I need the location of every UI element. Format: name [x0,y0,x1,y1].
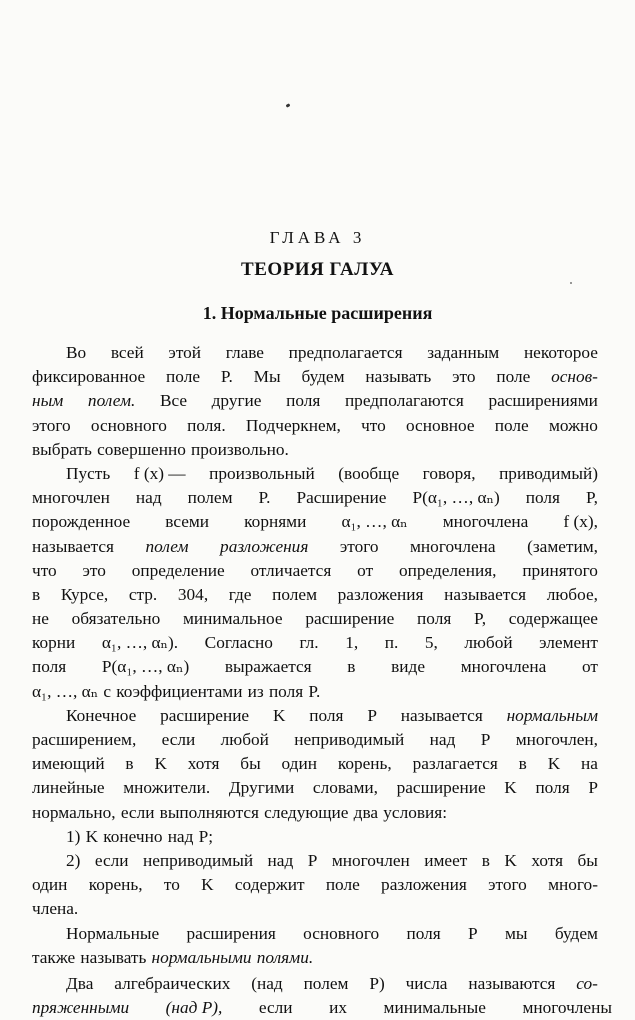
word: P(α₁, …, αₙ) [412,488,500,508]
word: много- [548,875,598,895]
paragraph [32,341,598,462]
word: поле [166,367,201,387]
word: нормально, [32,802,116,822]
word: 304, [177,584,209,604]
word: K [504,778,517,798]
word: из [247,681,264,701]
text-line [32,873,598,897]
word: разложения [381,875,467,895]
word: над [167,826,194,846]
word: называется [32,536,115,556]
word: выражается [224,657,312,677]
word: K [201,875,214,895]
word: корень, [88,875,143,895]
word: один [281,754,317,774]
word: заданным [427,343,500,362]
word: содержит [234,875,305,895]
word: от [581,657,598,677]
text-line [32,972,598,996]
word: нормальными [151,947,252,967]
word: Согласно [204,633,273,653]
word: полем [187,488,233,508]
word: хотя [531,850,564,870]
word: выбрать [32,439,92,459]
text-line [32,776,598,800]
word: Два [66,973,94,993]
text-line [32,559,598,583]
word: имеющий [32,754,105,774]
word: Расширение [296,488,387,508]
word: многочлена [410,536,496,556]
word: линейные [32,778,105,798]
word: 2) [66,850,81,870]
word: содержащее [508,609,598,629]
text-line [32,655,598,679]
word: поля [406,923,441,943]
word: на [581,754,598,774]
word: P [307,850,318,870]
text-line [32,801,598,825]
word: отличается [250,560,332,580]
print-speck [286,103,291,108]
word: Мы [253,367,281,387]
word: поля [309,705,344,725]
word: P) [369,973,385,993]
word: поля. [187,415,226,435]
word: элемент [539,633,598,653]
word: поля [535,778,570,798]
word: поле [325,875,360,895]
text-line [32,680,598,704]
word: в [481,850,490,870]
word: виде [391,657,426,677]
word: Курсе, [60,584,109,604]
word: расширениями [488,391,598,411]
word: корни [32,633,76,653]
word: P, [585,488,598,508]
word: множители. [123,778,211,798]
text-line [32,510,598,534]
text-line [32,438,598,462]
word: этого [339,536,379,556]
word: 1) [66,826,81,846]
word: неприводимый [143,850,254,870]
word: два [353,802,379,822]
word: K [154,754,167,774]
word: будем [301,367,345,387]
word: условия: [383,802,447,822]
word: Подчеркнем, [245,415,341,435]
word: если [161,730,196,749]
word: расширением, [32,730,137,749]
word: от [357,560,374,580]
word: нормальным [506,705,598,725]
body-text [32,341,612,1020]
word: многочлен, [515,730,598,749]
word: P. [258,488,271,508]
word: главе [225,343,264,362]
word: это [452,367,476,387]
word: Нормальные [66,923,160,943]
word: P [480,730,491,749]
word: P(α₁, …, αₙ) [101,657,190,677]
word: если [258,998,293,1018]
word: определения, [398,560,497,580]
word: разлагается [412,754,498,774]
word: поля [32,657,67,677]
word: разложения [337,584,424,604]
word: некоторое [523,343,598,362]
word: коэффициентами [116,681,243,701]
word: хотя [187,754,220,774]
word: всеми [165,512,210,532]
word: со- [576,973,598,993]
word: то [163,875,180,895]
word: определение [131,560,225,580]
word: можно [548,415,598,435]
text-line [32,365,598,389]
text-line [32,946,598,970]
word: поля [286,391,321,411]
word: один [32,875,68,895]
word: если [120,802,155,822]
word: P; [198,826,214,846]
word: минимальное [182,609,283,629]
word: произвольно. [191,439,289,459]
paragraph [32,849,598,922]
word: числа [405,973,448,993]
word: α₁, …, αₙ [32,681,99,701]
text-line [32,341,598,365]
word: основного [90,415,167,435]
chapter-title: ТЕОРИЯ ГАЛУА [241,259,394,280]
word: полем [272,584,318,604]
word: любое, [546,584,598,604]
word: (вообще [338,463,400,483]
word: полями. [256,947,314,967]
word: 1, [345,633,359,653]
word: основ- [551,367,598,387]
text-line [32,728,598,752]
word: называть [365,367,432,387]
word: Другими [228,778,295,798]
word: бы [240,754,261,774]
text-line [32,414,598,438]
word: основное [405,415,475,435]
word: (над [251,973,283,993]
word: α₁, …, αₙ [341,512,408,532]
word: 5, [424,633,438,653]
word: (над P), [165,998,223,1018]
word: Пусть [66,463,111,483]
word: неприводимый [294,730,405,749]
word: этой [168,343,202,362]
word: Конечное [66,705,137,725]
text-line [32,462,598,486]
word: минимальные [383,998,486,1018]
word: (заметим, [527,536,598,556]
word: многочлены [522,998,612,1018]
print-dot [570,282,572,284]
text-line [32,704,598,728]
word: этого [32,415,71,435]
text-line [32,535,598,559]
word: этого [488,875,527,895]
word: корнями [244,512,307,532]
word: это [82,560,106,580]
word: выполняются [159,802,259,822]
word: следующие [264,802,349,822]
word: приводимый) [499,463,598,483]
word: поле [494,415,529,435]
paragraph [32,972,612,1020]
word: многочлена [460,657,547,677]
word: не [32,609,49,629]
word: говоря, [422,463,476,483]
section-title: 1. Нормальные расширения [202,303,433,323]
word: также [32,947,76,967]
word: предполагаются [344,391,464,411]
word: K [272,705,286,725]
word: имеет [424,850,468,870]
word: P [468,923,478,943]
text-line [32,607,598,631]
word: корень, [337,754,392,774]
word: K [547,754,561,774]
word: бы [577,850,598,870]
text-line [32,389,598,413]
word: над [135,488,162,508]
paragraph [32,922,598,970]
word: пряженными [32,998,130,1018]
word: всей [110,343,144,362]
word: конечно [103,826,163,846]
word: основного [303,923,380,943]
word: в [518,754,527,774]
word: многочлена [442,512,529,532]
word: гл. [299,633,319,653]
word: многочлен [32,488,110,508]
word: поля [417,609,452,629]
word: стр. [128,584,158,604]
word: что [32,560,57,580]
word: будем [554,923,598,943]
word: расширение [305,609,395,629]
word: другие [211,391,262,411]
word: расширение [160,705,250,725]
word: P. [220,367,233,387]
text-line [32,752,598,776]
word: алгебраических [114,973,231,993]
word: в [32,584,41,604]
text-line [32,486,598,510]
text-line [32,583,598,607]
word: если [94,850,129,870]
word: расширения [186,923,276,943]
word: в [125,754,134,774]
text-line [32,897,598,921]
text-line [32,631,598,655]
word: п. [384,633,399,653]
word: в [347,657,356,677]
word: называется [444,584,527,604]
word: разложения [220,536,309,556]
word: предполагается [288,343,403,362]
word: над [429,730,456,749]
word: любой [220,730,269,749]
word: где [228,584,252,604]
text-line [32,849,598,873]
word: порожденное [32,512,131,532]
word: поле [496,367,531,387]
word: называть [80,947,147,967]
word: произвольный [209,463,315,483]
word: поля [525,488,560,508]
word: Во [66,343,87,362]
word: полем [303,973,349,993]
word: словами, [312,778,378,798]
word: ным [32,391,64,411]
word: α₁, …, αₙ). [101,633,179,653]
text-line [32,922,598,946]
word: Все [159,391,188,411]
word: f (x) — [133,463,186,483]
word: называются [468,973,556,993]
word: расширение [396,778,486,798]
chapter-label: ГЛАВА 3 [269,228,366,247]
word: мы [504,923,528,943]
word: с [103,681,112,701]
word: называется [400,705,483,725]
paragraph [32,462,598,704]
word: поля [268,681,304,701]
word: фиксированное [32,367,146,387]
word: совершенно [97,439,186,459]
word: любой [464,633,513,653]
word: принятого [522,560,598,580]
word: полем [145,536,189,556]
word: f (x), [563,512,598,532]
word: над [267,850,294,870]
word: K [85,826,99,846]
word: K [504,850,517,870]
word: многочлен [331,850,410,870]
word: члена. [32,899,79,919]
word: P [367,705,377,725]
word: P, [474,609,487,629]
paragraph [32,704,598,825]
word: их [329,998,347,1018]
word: полем. [87,391,136,411]
text-line [32,825,598,849]
word: обязательно [71,609,161,629]
word: P [588,778,598,798]
word: P. [308,681,321,701]
word: что [361,415,386,435]
paragraph [32,825,598,849]
